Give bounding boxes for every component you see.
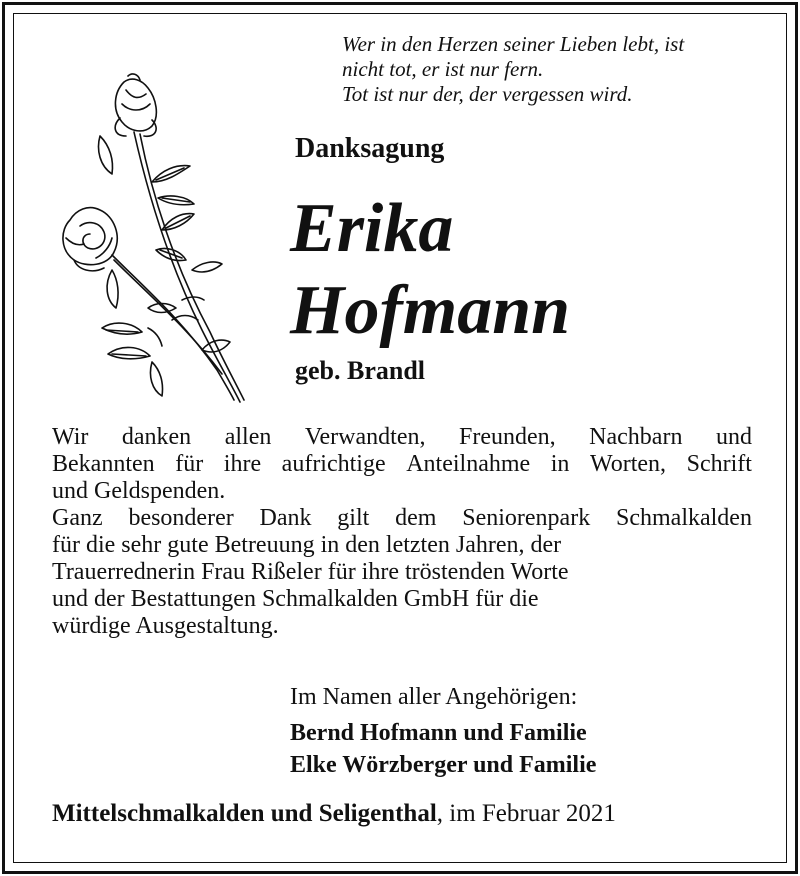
notice-heading: Danksagung: [295, 133, 445, 164]
thanks-line: und Geldspenden.: [52, 478, 226, 504]
place-names: Mittelschmalkalden und Seligenthal: [52, 800, 437, 827]
thanks-line: Trauerrednerin Frau Rißeler für ihre tröstenden Worte: [52, 559, 569, 585]
thanks-line: Wir danken allen Verwandten, Freunden, Nachbarn und: [52, 424, 752, 450]
place-date-line: [52, 800, 616, 828]
thanks-line: und der Bestattungen Schmalkalden GmbH für die: [52, 586, 539, 612]
thanks-line: würdige Ausgestaltung.: [52, 613, 279, 639]
signer-name: Elke Wörzberger und Familie: [290, 752, 597, 778]
quote-line: Wer in den Herzen seiner Lieben lebt, ist: [342, 32, 685, 56]
thanks-text: [52, 424, 752, 640]
deceased-name: [290, 188, 570, 352]
quote-line: Tot ist nur der, der vergessen wird.: [342, 82, 633, 106]
quote-line: nicht tot, er ist nur fern.: [342, 57, 544, 81]
signer-name: Bernd Hofmann und Familie: [290, 720, 587, 746]
deceased-first-name: Erika: [290, 190, 454, 267]
signature-intro: Im Namen aller Angehörigen:: [290, 684, 578, 710]
deceased-last-name: Hofmann: [290, 272, 571, 349]
memorial-quote: [342, 32, 772, 107]
thanks-line: Ganz besonderer Dank gilt dem Seniorenpark Schmalkalden: [52, 505, 752, 531]
deceased-maiden-name: geb. Brandl: [295, 356, 426, 385]
thanks-line: für die sehr gute Betreuung in den letzten Jahren, der: [52, 532, 562, 558]
rose-icon: [52, 70, 252, 410]
notice-date: , im Februar 2021: [436, 800, 616, 827]
thanks-line: Bekannten für ihre aufrichtige Anteilnahme in Worten, Schrift: [52, 451, 752, 477]
